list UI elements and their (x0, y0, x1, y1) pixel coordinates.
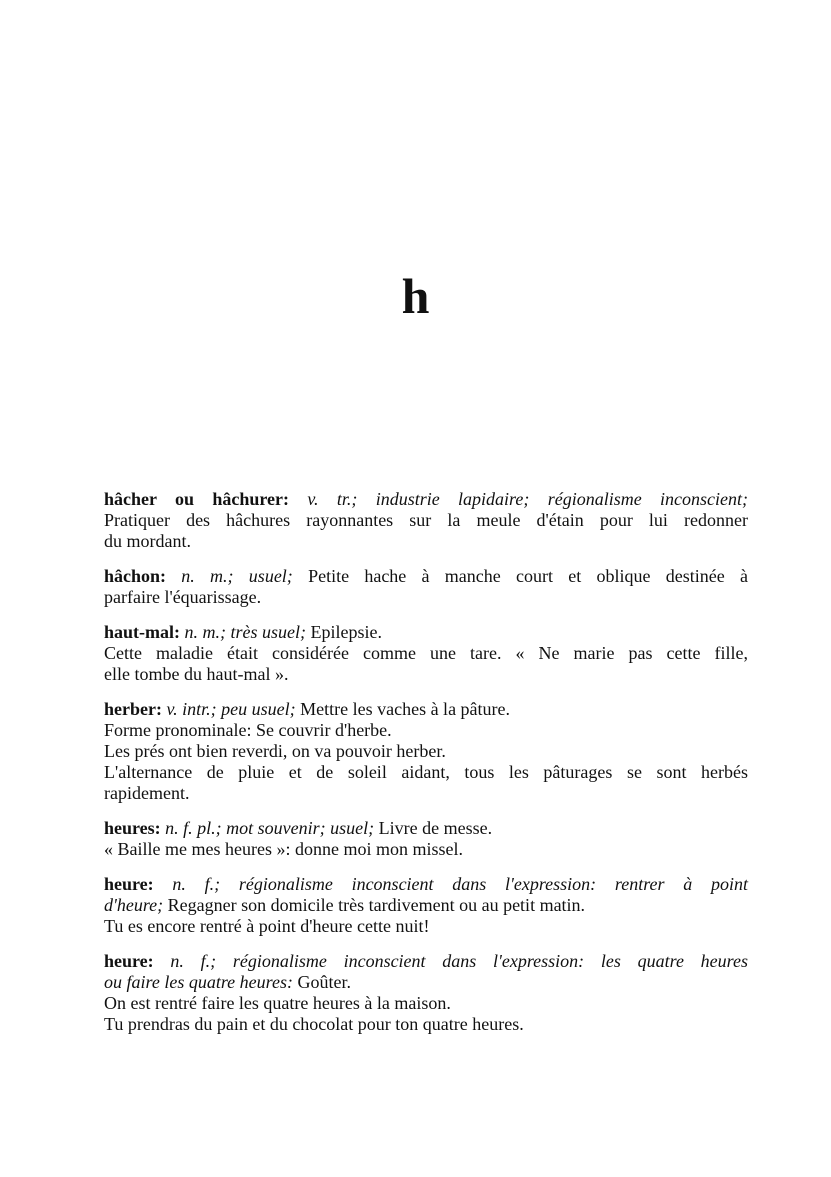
grammar-note: n. m.; usuel; (181, 566, 293, 586)
example-line: rapidement. (104, 783, 190, 803)
entry-line (104, 699, 748, 720)
grammar-note: ou faire les quatre heures: (104, 972, 293, 992)
definition-text: Livre de messe. (374, 818, 493, 838)
dictionary-entries (104, 489, 748, 1049)
entry-line (104, 874, 748, 895)
headword: haut-mal (104, 622, 175, 642)
entry-hacher (104, 489, 748, 552)
separator: : (160, 566, 182, 586)
definition-line: du mordant. (104, 531, 191, 551)
separator: : (155, 699, 167, 719)
separator: : (147, 951, 171, 971)
headword: hâchon (104, 566, 161, 586)
grammar-note: n. f. pl.; mot souvenir; usuel; (165, 818, 375, 838)
grammar-note: n. f.; régionalisme inconscient dans l'expression: rentrer à point (172, 874, 748, 894)
entry-herber (104, 699, 748, 804)
headword: heure (104, 874, 148, 894)
grammar-note: v. intr.; peu usuel; (166, 699, 296, 719)
headword: heures (104, 818, 155, 838)
entry-line (104, 622, 748, 643)
headword: herber (104, 699, 156, 719)
entry-haut-mal (104, 622, 748, 685)
entry-line (104, 818, 748, 839)
entry-hachon (104, 566, 748, 608)
definition-text: Regagner son domicile très tardivement ou au petit matin. (163, 895, 586, 915)
definition-line: Pratiquer des hâchures rayonnantes sur la meule d'étain pour lui redonner (104, 510, 748, 530)
grammar-note: n. m.; très usuel; (184, 622, 306, 642)
definition-line: parfaire l'équarissage. (104, 587, 262, 607)
entry-line (104, 566, 748, 587)
definition-text: Petite hache à manche court et oblique destinée à (292, 566, 749, 586)
grammar-note: v. tr.; industrie lapidaire; régionalisme inconscient; (307, 489, 748, 509)
entry-heure-point (104, 874, 748, 937)
separator: : (154, 818, 166, 838)
definition-line (104, 972, 748, 993)
entry-line (104, 951, 748, 972)
definition-line (104, 895, 748, 916)
headword: heure (104, 951, 148, 971)
definition-text: Goûter. (292, 972, 351, 992)
grammar-note: n. f.; régionalisme inconscient dans l'expression: les quatre heures (170, 951, 748, 971)
example-line: elle tombe du haut-mal ». (104, 664, 289, 684)
definition-text: Epilepsie. (306, 622, 382, 642)
entry-heures (104, 818, 748, 860)
section-letter: h (401, 268, 430, 324)
grammar-note: d'heure; (104, 895, 164, 915)
definition-text: Mettre les vaches à la pâture. (295, 699, 511, 719)
entry-heure-quatre (104, 951, 748, 1035)
example-line: « Baille me mes heures »: donne moi mon missel. (104, 839, 463, 859)
example-line: Tu es encore rentré à point d'heure cette nuit! (104, 916, 430, 936)
definition-line: Forme pronominale: Se couvrir d'herbe. (104, 720, 392, 740)
example-line: Cette maladie était considérée comme une tare. « Ne marie pas cette fille, (104, 643, 748, 663)
example-line: L'alternance de pluie et de soleil aidant, tous les pâturages se sont herbés (104, 762, 748, 782)
separator: : (283, 489, 308, 509)
example-line: On est rentré faire les quatre heures à la maison. (104, 993, 451, 1013)
entry-line (104, 489, 748, 510)
separator: : (147, 874, 173, 894)
headword: hâcher ou hâchurer (104, 489, 284, 509)
example-line: Tu prendras du pain et du chocolat pour ton quatre heures. (104, 1014, 524, 1034)
example-line: Les prés ont bien reverdi, on va pouvoir herber. (104, 741, 446, 761)
separator: : (174, 622, 185, 642)
